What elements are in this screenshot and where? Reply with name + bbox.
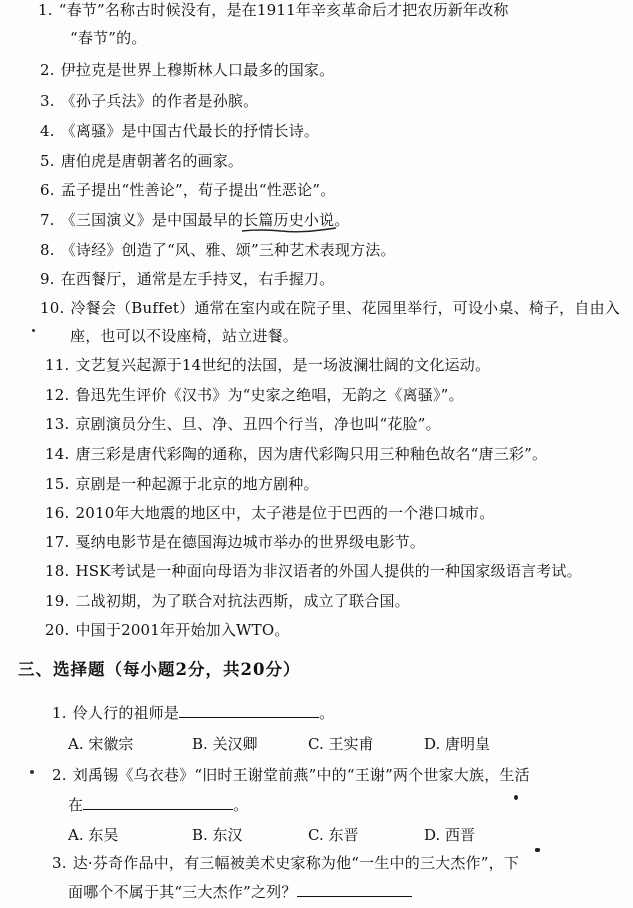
statement-2: 2. 伊拉克是世界上穆斯林人口最多的国家。 [40,61,335,79]
statement-16: 16. 2010年大地震的地区中，太子港是位于巴西的一个港口城市。 [45,504,495,522]
section-heading: 三、选择题（每小题2分，共20分） [18,660,301,679]
statement-10: 10. 冷餐会（Buffet）通常在室内或在院子里、花园里举行，可设小桌、椅子，自由入 [40,299,620,317]
question-1-option-a: A. 宋徽宗 [68,735,134,753]
scan-speck [30,770,34,774]
statement-19: 19. 二战初期，为了联合对抗法西斯，成立了联合国。 [45,592,410,610]
statement-17: 17. 戛纳电影节是在德国海边城市举办的世界级电影节。 [45,533,426,551]
statement-5: 5. 唐伯虎是唐朝著名的画家。 [40,152,244,170]
statement-7: 7. 《三国演义》是中国最早的长篇历史小说 。 [40,210,350,230]
statement-1-continuation: “春节”的。 [70,29,147,47]
question-2-option-d: D. 西晋 [424,826,476,844]
question-2-option-a: A. 东吴 [68,826,119,844]
handwritten-underline-phrase: 长篇历史小说 [243,210,334,230]
statement-4: 4. 《离骚》是中国古代最长的抒情长诗。 [40,122,320,140]
statement-10-continuation: 座，也可以不设座椅，站立进餐。 [70,327,299,345]
question-2-option-c: C. 东晋 [308,826,359,844]
statement-6: 6. 孟子提出“性善论”，荀子提出“性恶论”。 [40,181,336,199]
scan-speck [535,848,540,852]
question-1: 1. 伶人行的祖师是 。 [52,704,335,722]
question-2: 2. 刘禹锡《乌衣巷》“旧时王谢堂前燕”中的“王谢”两个世家大族，生活 [52,766,530,784]
question-1-option-b: B. 关汉卿 [192,735,258,753]
answer-blank[interactable] [83,795,233,810]
question-1-option-d: D. 唐明皇 [424,735,491,753]
statement-20: 20. 中国于2001年开始加入WTO。 [45,621,290,639]
question-3-continuation: 面哪个不属于其“三大杰作”之列？ [68,882,412,902]
statement-13: 13. 京剧演员分生、旦、净、丑四个行当，净也叫“花脸”。 [45,415,441,433]
answer-blank[interactable] [297,882,412,897]
pen-underline-mark [241,225,337,235]
question-2-option-b: B. 东汉 [192,826,243,844]
statement-18: 18. HSK考试是一种面向母语为非汉语者的外国人提供的一种国家级语言考试。 [45,562,582,580]
statement-3: 3. 《孙子兵法》的作者是孙膑。 [40,92,259,110]
question-1-option-c: C. 王实甫 [308,735,374,753]
question-2-continuation: 在 。 [68,796,249,814]
statement-12: 12. 鲁迅先生评价《汉书》为“史家之绝唱，无韵之《离骚》”。 [45,386,464,404]
scan-speck [514,795,518,800]
statement-14: 14. 唐三彩是唐代彩陶的通称，因为唐代彩陶只用三种釉色故名“唐三彩”。 [45,445,548,463]
statement-11: 11. 文艺复兴起源于14世纪的法国，是一场波澜壮阔的文化运动。 [45,356,491,374]
statement-1: 1. “春节”名称古时候没有，是在1911年辛亥革命后才把农历新年改称 [38,1,509,19]
statement-9: 9. 在西餐厅，通常是左手持叉，右手握刀。 [40,270,335,288]
answer-blank[interactable] [179,703,319,718]
statement-8: 8. 《诗经》创造了“风、雅、颂”三种艺术表现方法。 [40,241,396,259]
question-3: 3. 达·芬奇作品中，有三幅被美术史家称为他“一生中的三大杰作”，下 [52,854,520,872]
statement-15: 15. 京剧是一种起源于北京的地方剧种。 [45,475,319,493]
scan-speck [32,329,35,332]
